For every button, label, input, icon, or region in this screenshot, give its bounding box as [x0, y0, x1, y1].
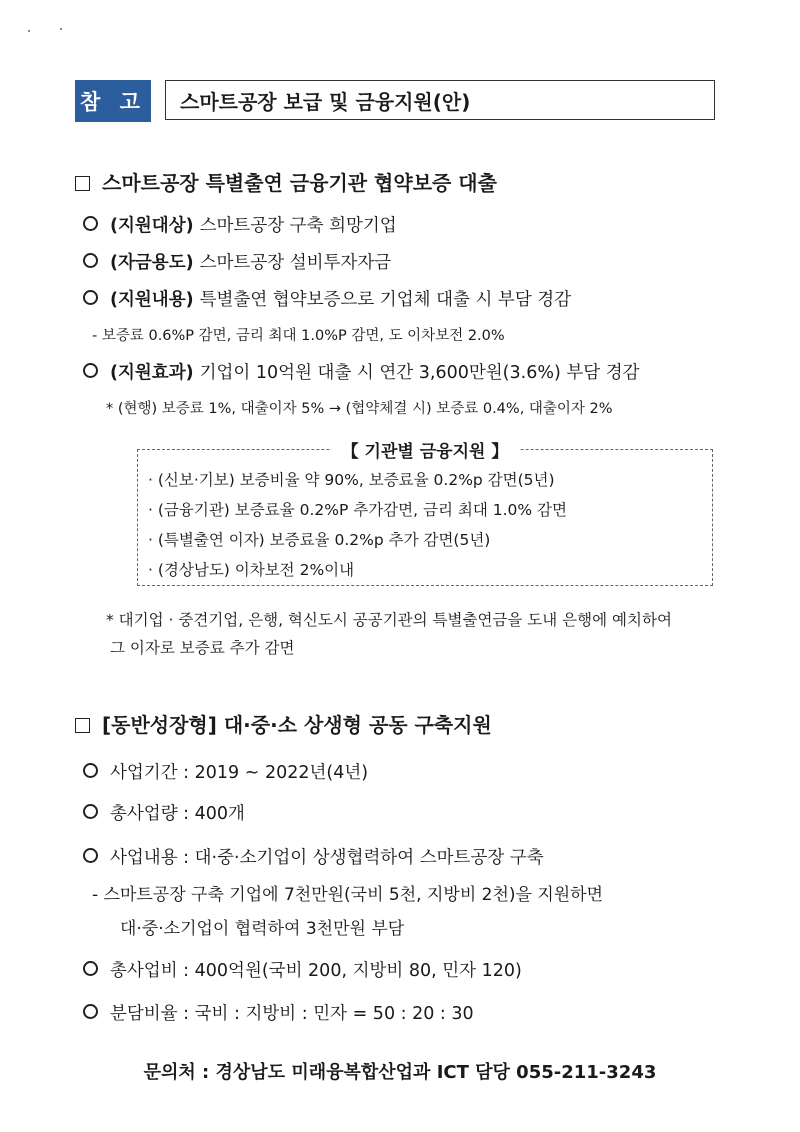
circle-bullet-icon: [83, 363, 98, 378]
circle-bullet-icon: [83, 216, 98, 231]
bullet-label: (지원효과): [110, 363, 194, 383]
box-item: · (금융기관) 보증료율 0.2%P 추가감면, 금리 최대 1.0% 감면: [148, 501, 567, 519]
checkbox-square-icon: [75, 718, 90, 733]
circle-bullet-icon: [83, 1004, 98, 1019]
dash-line-continued: 대·중·소기업이 협력하여 3천만원 부담: [120, 919, 405, 939]
bullet-label: (자금용도): [110, 253, 194, 273]
bullet-text: 분담비율 : 국비 : 지방비 : 민자 = 50 : 20 : 30: [110, 1004, 474, 1024]
bullet-item: [83, 286, 571, 311]
bullet-text: 스마트공장 구축 희망기업: [199, 216, 397, 236]
circle-bullet-icon: [83, 961, 98, 976]
section2-heading-text: [동반성장형] 대·중·소 상생형 공동 구축지원: [102, 713, 492, 737]
bullet-item: [83, 759, 368, 784]
scan-speck: [60, 28, 62, 30]
circle-bullet-icon: [83, 804, 98, 819]
doc-header: [75, 80, 717, 122]
circle-bullet-icon: [83, 763, 98, 778]
bullet-text: 사업기간 : 2019 ~ 2022년(4년): [110, 763, 369, 783]
dash-line: - 스마트공장 구축 기업에 7천만원(국비 5천, 지방비 2천)을 지원하면: [92, 885, 604, 905]
box-item: · (특별출연 이자) 보증료율 0.2%p 추가 감면(5년): [148, 531, 491, 549]
bullet-item: [83, 212, 397, 237]
bullet-item: [83, 957, 522, 982]
bullet-text: 기업이 10억원 대출 시 연간 3,600만원(3.6%) 부담 경감: [199, 363, 640, 383]
bullet-text: 총사업량 : 400개: [110, 804, 245, 824]
bullet-label: (지원대상): [110, 216, 194, 236]
bottom-note-line2: 그 이자로 보증료 추가 감면: [110, 639, 295, 657]
circle-bullet-icon: [83, 848, 98, 863]
bullet-text: 특별출연 협약보증으로 기업체 대출 시 부담 경감: [199, 290, 572, 310]
circle-bullet-icon: [83, 290, 98, 305]
scan-speck: [28, 30, 30, 32]
bottom-note-line1: * 대기업 · 중견기업, 은행, 혁신도시 공공기관의 특별출연금을 도내 은행에 예치하여: [106, 611, 672, 629]
doc-title: 스마트공장 보급 및 금융지원(안): [165, 80, 715, 120]
institution-support-box: [137, 442, 713, 586]
box-item: · (경상남도) 이차보전 2%이내: [148, 561, 355, 579]
box-item: · (신보·기보) 보증비율 약 90%, 보증료율 0.2%p 감면(5년): [148, 471, 555, 489]
bullet-text: 스마트공장 설비투자자금: [199, 253, 392, 273]
reference-tag: 참 고: [75, 80, 151, 122]
box-title: 【 기관별 금융지원 】: [332, 437, 519, 462]
section2-heading: [75, 709, 492, 738]
section1-heading-text: 스마트공장 특별출연 금융기관 협약보증 대출: [102, 171, 497, 195]
bullet-text: 사업내용 : 대·중·소기업이 상생협력하여 스마트공장 구축: [110, 848, 544, 868]
bullet-text: 총사업비 : 400억원(국비 200, 지방비 80, 민자 120): [110, 961, 522, 981]
bullet-item-effect: [83, 359, 640, 384]
section1-heading: [75, 167, 497, 196]
star-note: * (현행) 보증료 1%, 대출이자 5% → (협약체결 시) 보증료 0.4%, 대출이자 2%: [106, 401, 613, 417]
checkbox-square-icon: [75, 176, 90, 191]
bullet-item: [83, 1000, 474, 1025]
contact-footer: 문의처 : 경상남도 미래융복합산업과 ICT 담당 055-211-3243: [143, 1062, 657, 1083]
bullet-item: [83, 249, 391, 274]
bullet-item: [83, 844, 544, 869]
bullet-label: (지원내용): [110, 290, 194, 310]
dash-note: - 보증료 0.6%P 감면, 금리 최대 1.0%P 감면, 도 이차보전 2.0%: [92, 328, 505, 344]
bullet-item: [83, 800, 245, 825]
circle-bullet-icon: [83, 253, 98, 268]
